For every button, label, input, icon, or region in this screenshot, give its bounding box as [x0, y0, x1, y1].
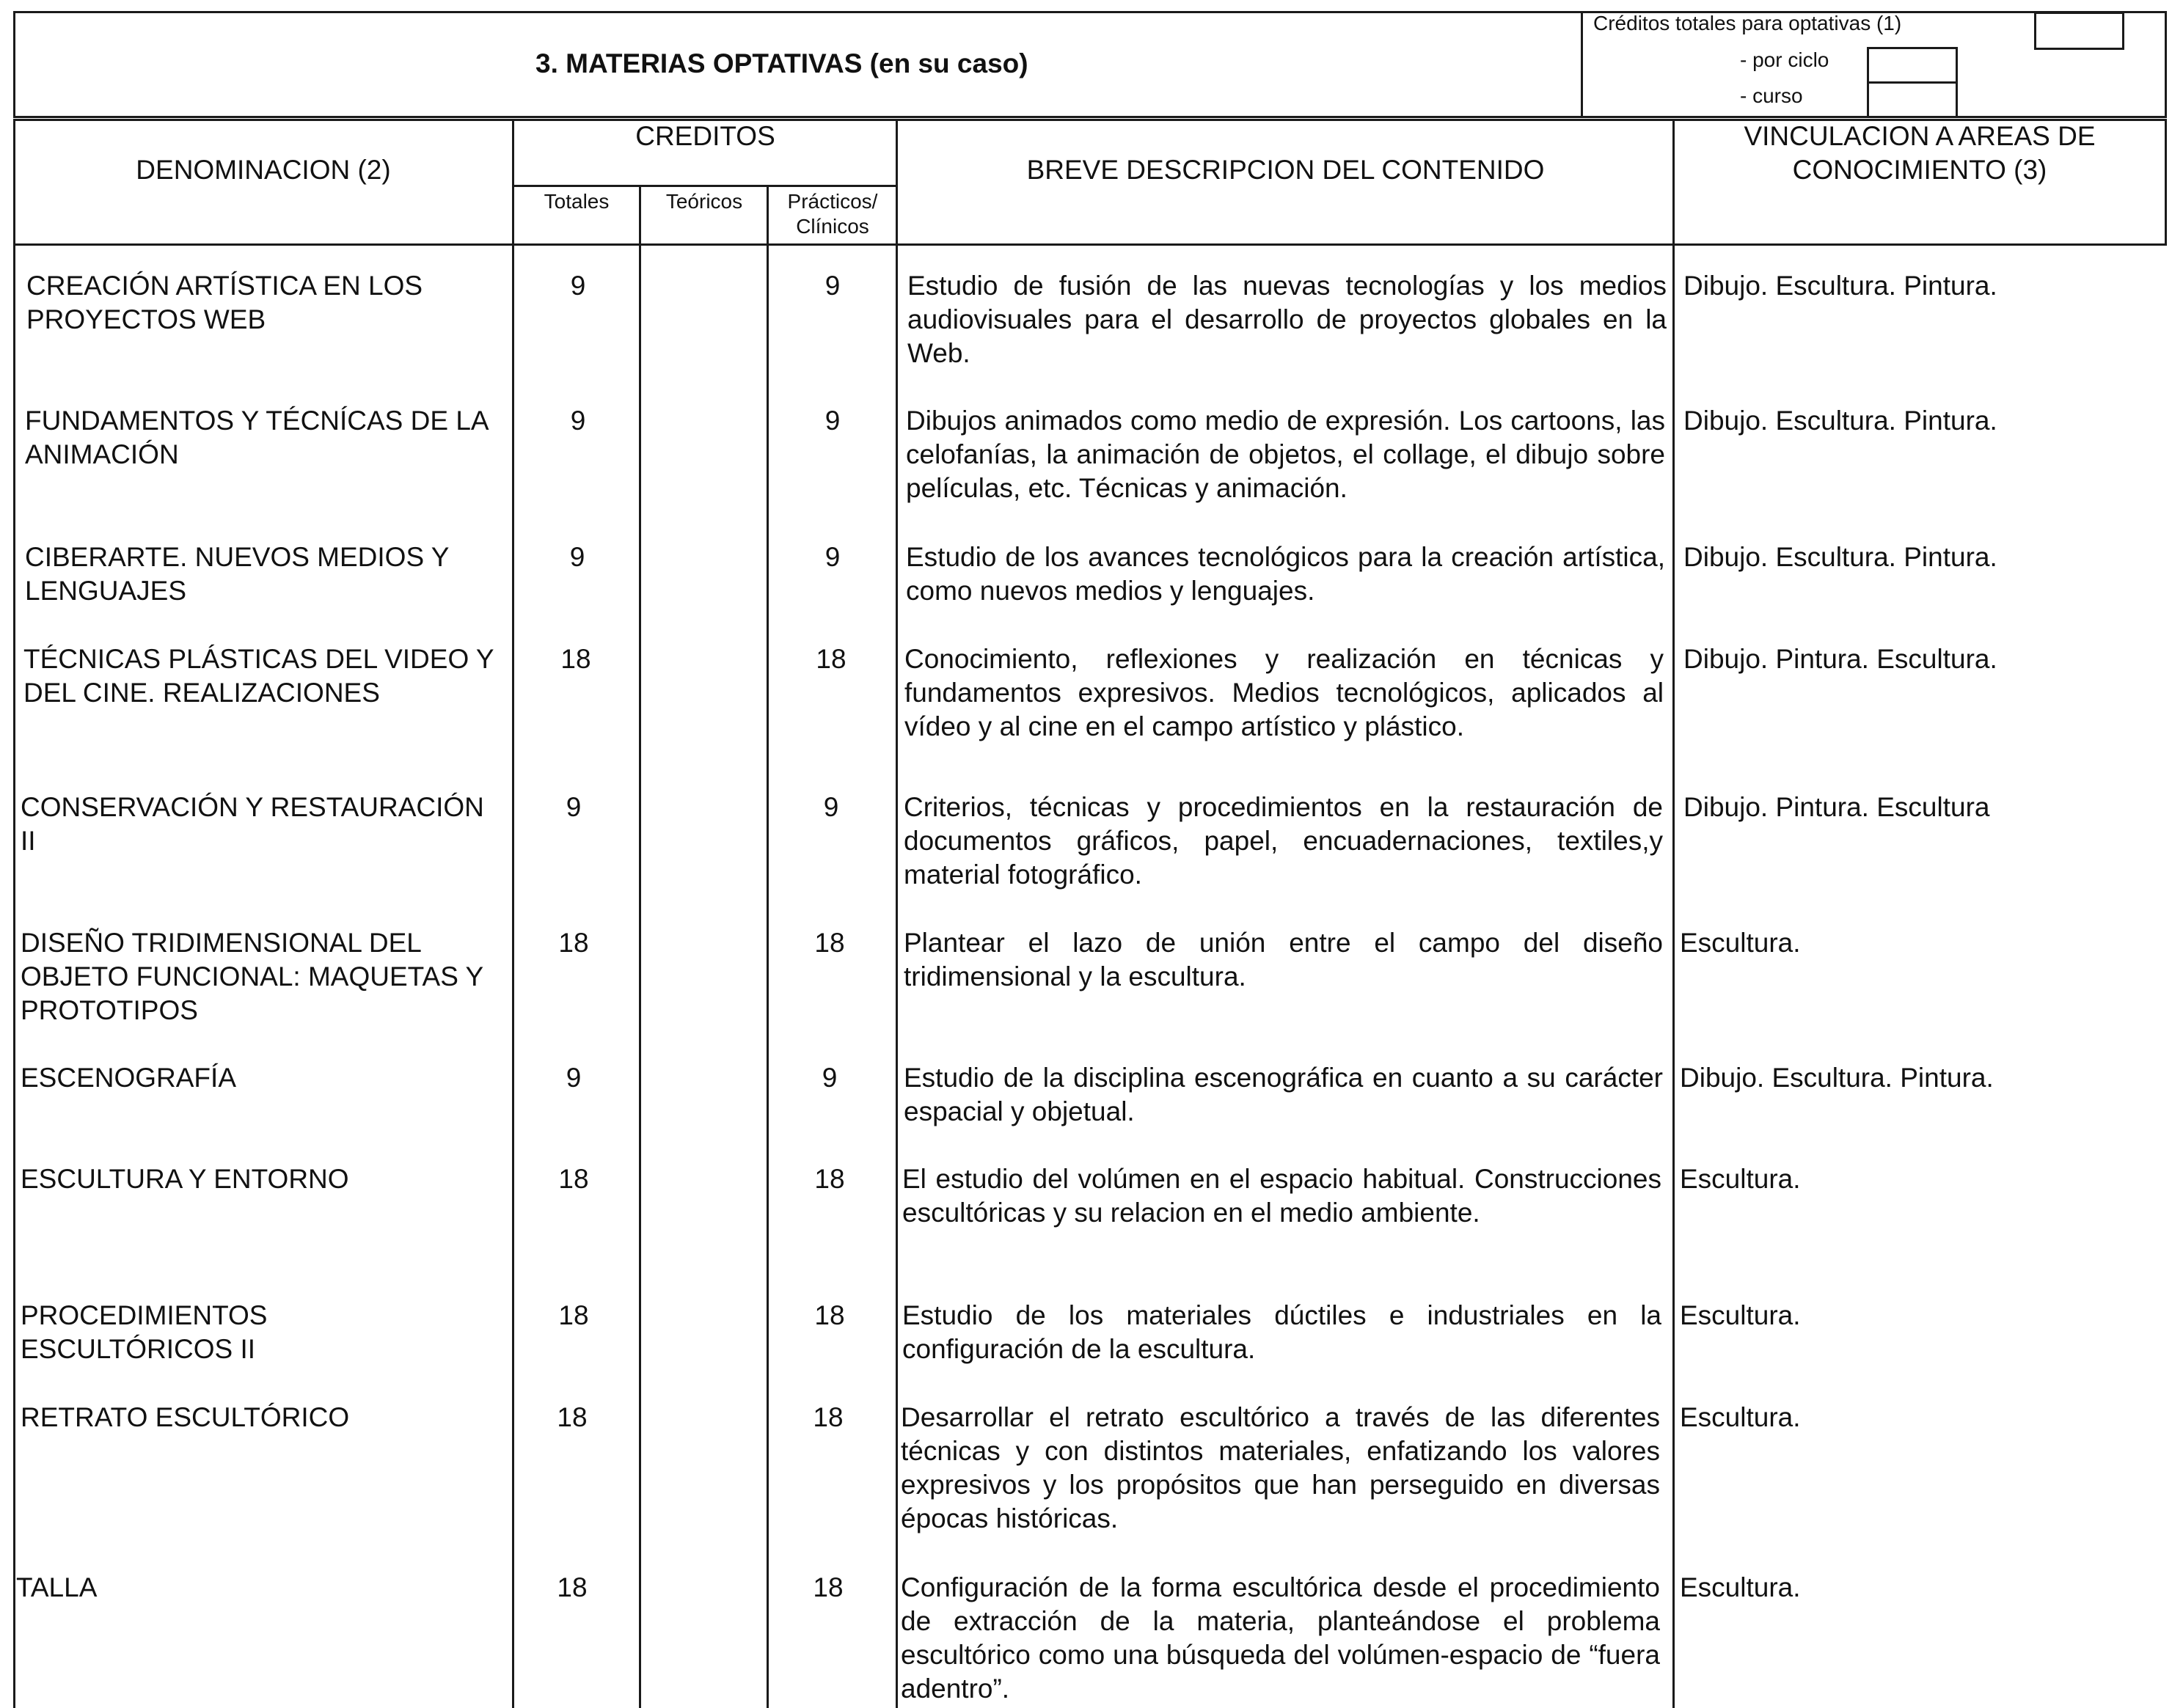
- row-descripcion: Plantear el lazo de unión entre el campo del diseño tridimensional y la escultura.: [904, 928, 1663, 992]
- row-denominacion: TÉCNICAS PLÁSTICAS DEL VIDEO Y DEL CINE. REALIZACIONES: [23, 644, 494, 708]
- row-areas: Escultura.: [1680, 1164, 1801, 1194]
- row-areas: Dibujo. Pintura. Escultura.: [1683, 644, 1997, 674]
- row-totales: 9: [569, 542, 585, 572]
- col-practicos-line2: Clínicos: [796, 215, 869, 238]
- row-denominacion: CREACIÓN ARTÍSTICA EN LOS PROYECTOS WEB: [26, 271, 423, 334]
- row-practicos: 9: [824, 406, 841, 436]
- right-border: [2165, 119, 2167, 246]
- col-vinculacion-line1: VINCULACION A AREAS DE: [1744, 121, 2096, 151]
- row-descripcion: Estudio de fusión de las nuevas tecnologías y los medios audiovisuales para el desarrollo de proyectos globales en la Web.: [907, 271, 1667, 368]
- col-sep-practicos: [896, 119, 898, 1708]
- header-divider: [1581, 11, 1583, 118]
- row-totales: 9: [566, 792, 582, 822]
- col-denominacion: DENOMINACION (2): [136, 155, 391, 185]
- row-practicos: 18: [816, 644, 847, 674]
- row-descripcion: Conocimiento, reflexiones y realización en técnicas y fundamentos expresivos. Medios tecnológicos, aplicados al vídeo y al cine en el campo artístico y plástico.: [904, 644, 1664, 741]
- row-areas: Dibujo. Escultura. Pintura.: [1680, 1063, 1994, 1093]
- col-totales: Totales: [544, 190, 610, 213]
- row-practicos: 18: [814, 928, 845, 958]
- row-totales: 9: [570, 406, 586, 436]
- curso-box: [1867, 81, 1958, 118]
- row-practicos: 9: [822, 1063, 838, 1093]
- por-ciclo-box: [1867, 47, 1958, 84]
- row-totales: 18: [560, 644, 591, 674]
- row-areas: Escultura.: [1680, 1300, 1801, 1330]
- row-denominacion: ESCULTURA Y ENTORNO: [21, 1164, 349, 1194]
- row-descripcion: Dibujos animados como medio de expresión. Los cartoons, las celofanías, la animación de objetos, el collage, el dibujo sobre películas, etc. Técnicas y animación.: [906, 406, 1665, 503]
- row-practicos: 9: [824, 542, 841, 572]
- row-practicos: 9: [823, 792, 839, 822]
- row-descripcion: Estudio de la disciplina escenográfica en cuanto a su carácter espacial y objetual.: [904, 1063, 1663, 1126]
- row-descripcion: Estudio de los avances tecnológicos para la creación artística, como nuevos medios y lenguajes.: [906, 542, 1665, 606]
- right-border-top: [2165, 11, 2167, 118]
- col-sep-descripcion: [1672, 119, 1675, 1708]
- row-areas: Dibujo. Escultura. Pintura.: [1683, 271, 1997, 301]
- row-totales: 18: [557, 1572, 588, 1602]
- row-descripcion: Criterios, técnicas y procedimientos en la restauración de documentos gráficos, papel, encuadernaciones, textiles,y material fotográfico.: [904, 792, 1663, 890]
- left-border-top: [13, 11, 15, 118]
- header-bottom-border: [13, 116, 2167, 118]
- left-border: [13, 119, 15, 1708]
- colhead-bottom-border: [13, 243, 2167, 246]
- row-practicos: 18: [813, 1572, 844, 1602]
- col-teoricos: Teóricos: [665, 190, 743, 213]
- row-totales: 9: [570, 271, 586, 301]
- row-practicos: 9: [824, 271, 841, 301]
- row-areas: Dibujo. Escultura. Pintura.: [1683, 406, 1997, 436]
- creditos-totales-box: [2034, 12, 2124, 50]
- row-totales: 18: [558, 928, 589, 958]
- section-title: 3. MATERIAS OPTATIVAS (en su caso): [535, 48, 1028, 78]
- por-ciclo-label: - por ciclo: [1740, 48, 1829, 71]
- row-descripcion: Desarrollar el retrato escultórico a través de las diferentes técnicas y con distintos materiales, enfatizando los valores expresivos y los propósitos que han perseguido en diversas épocas históricas.: [901, 1402, 1660, 1533]
- row-practicos: 18: [814, 1164, 845, 1194]
- row-denominacion: CONSERVACIÓN Y RESTAURACIÓN II: [21, 792, 484, 856]
- col-sep-denominacion: [512, 119, 514, 1708]
- row-denominacion: RETRATO ESCULTÓRICO: [21, 1402, 350, 1432]
- row-descripcion: Estudio de los materiales dúctiles e industriales en la configuración de la escultura.: [902, 1300, 1661, 1364]
- row-denominacion: CIBERARTE. NUEVOS MEDIOS Y LENGUAJES: [25, 542, 449, 606]
- row-denominacion: FUNDAMENTOS Y TÉCNÍCAS DE LA ANIMACIÓN: [25, 406, 488, 469]
- row-areas: Dibujo. Pintura. Escultura: [1683, 792, 1990, 822]
- creditos-totales-label: Créditos totales para optativas (1): [1593, 12, 1902, 34]
- row-totales: 18: [558, 1164, 589, 1194]
- col-vinculacion-line2: CONOCIMIENTO (3): [1792, 155, 2047, 185]
- row-denominacion: DISEÑO TRIDIMENSIONAL DEL OBJETO FUNCIONAL: MAQUETAS Y PROTOTIPOS: [21, 928, 483, 1025]
- row-practicos: 18: [814, 1300, 845, 1330]
- row-denominacion: ESCENOGRAFÍA: [21, 1063, 236, 1093]
- col-practicos-line1: Prácticos/: [787, 190, 878, 213]
- row-areas: Dibujo. Escultura. Pintura.: [1683, 542, 1997, 572]
- row-totales: 9: [566, 1063, 582, 1093]
- curso-label: - curso: [1740, 84, 1803, 107]
- row-totales: 18: [558, 1300, 589, 1330]
- creditos-subhead-border: [513, 185, 898, 187]
- row-areas: Escultura.: [1680, 928, 1801, 958]
- row-descripcion: Configuración de la forma escultórica desde el procedimiento de extracción de la materia, planteándose el problema escultórico como una búsqueda del volúmen-espacio de “fuera adentro”.: [901, 1572, 1660, 1704]
- row-areas: Escultura.: [1680, 1572, 1801, 1602]
- col-descripcion: BREVE DESCRIPCION DEL CONTENIDO: [1026, 155, 1545, 185]
- col-creditos: CREDITOS: [635, 121, 775, 151]
- row-denominacion: TALLA: [16, 1572, 98, 1602]
- row-totales: 18: [557, 1402, 588, 1432]
- row-denominacion: PROCEDIMIENTOS ESCULTÓRICOS II: [21, 1300, 268, 1364]
- row-areas: Escultura.: [1680, 1402, 1801, 1432]
- row-descripcion: El estudio del volúmen en el espacio habitual. Construcciones escultóricas y su relacion en el medio ambiente.: [902, 1164, 1661, 1228]
- row-practicos: 18: [813, 1402, 844, 1432]
